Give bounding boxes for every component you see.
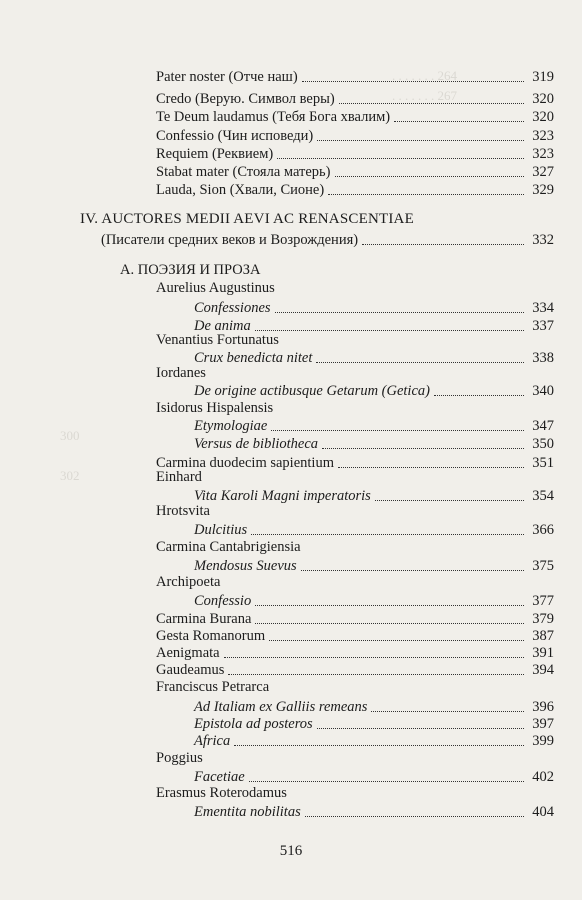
- toc-entry: [194, 433, 554, 453]
- toc-entry: [156, 452, 554, 472]
- entry-title: Facetiae: [194, 769, 245, 785]
- entry-page: 320: [532, 109, 554, 125]
- toc-entry: [194, 485, 554, 505]
- entry-title: Confessio: [194, 593, 252, 609]
- author-heading: Hrotsvita: [156, 503, 210, 519]
- leader-dots: [317, 139, 524, 141]
- leader-dots: [224, 656, 524, 658]
- leader-dots: [277, 157, 524, 159]
- leader-dots: [371, 710, 524, 712]
- entry-page: 323: [532, 146, 554, 162]
- author-heading: Franciscus Petrarca: [156, 679, 270, 695]
- entry-page: 347: [532, 418, 554, 434]
- leader-dots: [322, 447, 524, 449]
- entry-title: Te Deum laudamus (Тебя Бога хвалим): [156, 109, 391, 125]
- toc-entry: [156, 106, 554, 126]
- entry-page: 338: [532, 350, 554, 366]
- page-number: 516: [279, 843, 303, 859]
- author-heading: Iordanes: [156, 365, 206, 381]
- leader-dots: [251, 533, 524, 535]
- entry-page: 319: [532, 69, 554, 85]
- bleed-through-text: . . . . . . . 267: [392, 88, 457, 103]
- entry-page: 396: [532, 699, 554, 715]
- entry-page: 399: [532, 733, 554, 749]
- author-heading: Carmina Cantabrigiensia: [156, 539, 301, 555]
- entry-page: 337: [532, 318, 554, 334]
- entry-title: Dulcitius: [194, 522, 248, 538]
- entry-title: Pater noster (Отче наш): [156, 69, 298, 85]
- entry-page: 323: [532, 128, 554, 144]
- leader-dots: [255, 604, 524, 606]
- toc-entry: [194, 380, 554, 400]
- bleed-through-text: 300: [60, 428, 80, 443]
- toc-entry: [156, 66, 554, 86]
- entry-title: De anima: [194, 318, 251, 334]
- leader-dots: [275, 311, 524, 313]
- leader-dots: [271, 429, 524, 431]
- entry-title: Gesta Romanorum: [156, 628, 266, 644]
- leader-dots: [328, 193, 524, 195]
- author-heading: Poggius: [156, 750, 203, 766]
- leader-dots: [434, 394, 524, 396]
- toc-entry: [194, 730, 554, 750]
- leader-dots: [394, 120, 524, 122]
- toc-entry: [156, 179, 554, 199]
- toc-entry: [194, 801, 554, 821]
- leader-dots: [301, 569, 524, 571]
- leader-dots: [255, 329, 524, 331]
- leader-dots: [375, 499, 524, 501]
- entry-title: Aenigmata: [156, 645, 220, 661]
- entry-page: 366: [532, 522, 554, 538]
- entry-page: 379: [532, 611, 554, 627]
- toc-entry: [156, 143, 554, 163]
- toc-entry: [156, 125, 554, 145]
- entry-page: 375: [532, 558, 554, 574]
- entry-title: Credo (Верую. Символ веры): [156, 91, 335, 107]
- leader-dots: [338, 466, 524, 468]
- author-heading: Aurelius Augustinus: [156, 280, 275, 296]
- leader-dots: [335, 175, 525, 177]
- section-title: IV. AUCTORES MEDII AEVI AC RENASCENTIAE: [80, 211, 414, 227]
- bleed-through-text: . . . . . . . 264: [392, 68, 457, 83]
- entry-title: Versus de bibliotheca: [194, 436, 319, 452]
- leader-dots: [302, 80, 524, 82]
- leader-dots: [305, 815, 524, 817]
- entry-page: 402: [532, 769, 554, 785]
- entry-title: Mendosus Suevus: [194, 558, 297, 574]
- entry-title: Ementita nobilitas: [194, 804, 301, 820]
- entry-page: 340: [532, 383, 554, 399]
- leader-dots: [317, 727, 524, 729]
- author-heading: Archipoeta: [156, 574, 221, 590]
- entry-title: Vita Karoli Magni imperatoris: [194, 488, 371, 504]
- author-heading: Einhard: [156, 469, 202, 485]
- toc-entry: [194, 590, 554, 610]
- entry-title: Requiem (Реквием): [156, 146, 274, 162]
- entry-page: 404: [532, 804, 554, 820]
- leader-dots: [362, 243, 524, 245]
- leader-dots: [249, 780, 524, 782]
- toc-entry: [194, 519, 554, 539]
- toc-entry: [194, 297, 554, 317]
- toc-entry: [194, 766, 554, 786]
- leader-dots: [255, 622, 524, 624]
- subsection-title: А. ПОЭЗИЯ И ПРОЗА: [120, 262, 261, 278]
- toc-entry: [194, 415, 554, 435]
- toc-entry: [156, 88, 554, 108]
- leader-dots: [269, 639, 524, 641]
- entry-title: Confessiones: [194, 300, 271, 316]
- entry-title: Lauda, Sion (Хвали, Сионе): [156, 182, 325, 198]
- entry-page: 350: [532, 436, 554, 452]
- author-heading: Erasmus Roterodamus: [156, 785, 287, 801]
- leader-dots: [234, 744, 524, 746]
- section-subtitle-entry: [101, 229, 554, 249]
- toc-entry: [156, 161, 554, 181]
- bleed-through-text: 302: [60, 468, 80, 483]
- leader-dots: [316, 361, 524, 363]
- entry-title: Crux benedicta nitet: [194, 350, 313, 366]
- entry-title: Carmina duodecim sapientium: [156, 455, 334, 471]
- entry-title: De origine actibusque Getarum (Getica): [194, 383, 430, 399]
- entry-page: 354: [532, 488, 554, 504]
- entry-page: 351: [532, 455, 554, 471]
- leader-dots: [228, 673, 524, 675]
- entry-page: 397: [532, 716, 554, 732]
- entry-page: 329: [532, 182, 554, 198]
- author-heading: Venantius Fortunatus: [156, 332, 279, 348]
- author-heading: Isidorus Hispalensis: [156, 400, 274, 416]
- section-subtitle: (Писатели средних веков и Возрождения): [101, 232, 359, 248]
- entry-title: Gaudeamus: [156, 662, 225, 678]
- entry-title: Etymologiae: [194, 418, 268, 434]
- toc-entry: [194, 555, 554, 575]
- entry-title: Confessio (Чин исповеди): [156, 128, 314, 144]
- entry-title: Ad Italiam ex Galliis remeans: [194, 699, 368, 715]
- leader-dots: [339, 102, 524, 104]
- entry-page: 334: [532, 300, 554, 316]
- entry-page: 320: [532, 91, 554, 107]
- entry-page: 332: [532, 232, 554, 248]
- entry-page: 377: [532, 593, 554, 609]
- entry-page: 387: [532, 628, 554, 644]
- entry-title: Carmina Burana: [156, 611, 252, 627]
- entry-title: Stabat mater (Стояла матерь): [156, 164, 331, 180]
- entry-page: 391: [532, 645, 554, 661]
- entry-page: 327: [532, 164, 554, 180]
- toc-entry: [156, 659, 554, 679]
- entry-title: Africa: [194, 733, 231, 749]
- toc-entry: [194, 347, 554, 367]
- entry-page: 394: [532, 662, 554, 678]
- entry-title: Epistola ad posteros: [194, 716, 313, 732]
